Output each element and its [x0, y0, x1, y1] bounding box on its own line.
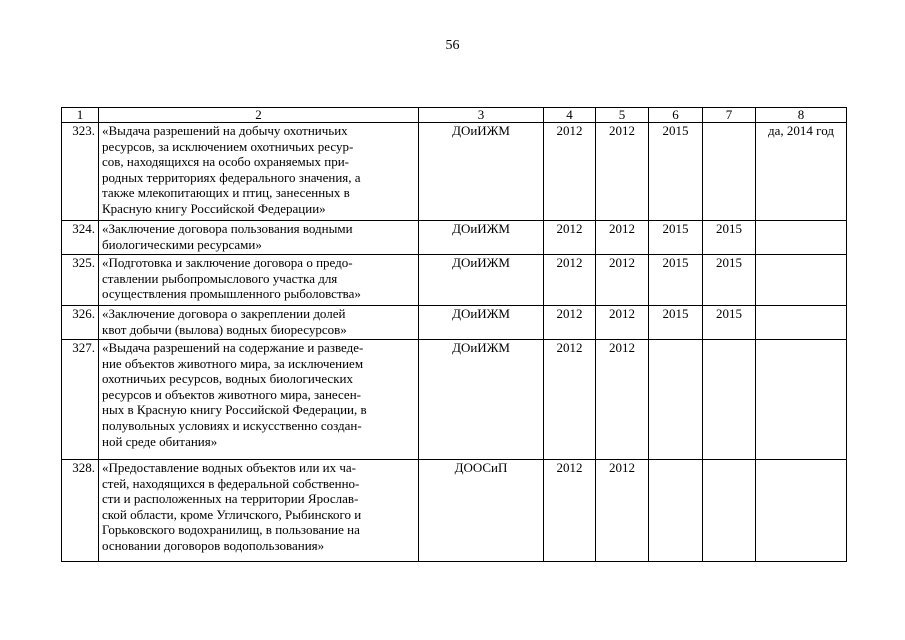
description-line: Красную книгу Российской Федерации»	[102, 200, 326, 216]
description-line: ние объектов животного мира, за исключением	[102, 355, 364, 371]
table-row	[62, 340, 847, 460]
col4-cell: 2012	[544, 460, 596, 562]
row-number: 328.	[62, 460, 99, 562]
col6-cell	[649, 340, 703, 460]
col4-cell: 2012	[544, 340, 596, 460]
row-number: 324.	[62, 221, 99, 255]
description-line: «Заключение договора о закреплении долей	[102, 306, 346, 321]
col7-cell: 2015	[703, 255, 756, 306]
description-line: ставлении рыбопромыслового участка для	[102, 270, 338, 286]
department-cell: ДООСиП	[419, 460, 544, 562]
col7-cell	[703, 123, 756, 221]
description-line: ресурсов, за исключением охотничьих ресур-	[102, 138, 354, 154]
col6-cell: 2015	[649, 255, 703, 306]
col-header-8: 8	[756, 108, 847, 123]
col-header-1: 1	[62, 108, 99, 123]
col-header-4: 4	[544, 108, 596, 123]
row-number: 326.	[62, 306, 99, 340]
description-line: также млекопитающих и птиц, занесенных в	[102, 185, 350, 201]
services-table	[61, 107, 847, 562]
department-cell: ДОиИЖМ	[419, 123, 544, 221]
col8-cell: да, 2014 год	[756, 123, 847, 221]
col6-cell: 2015	[649, 306, 703, 340]
description-line: сти и расположенных на территории Ярослав-	[102, 491, 359, 507]
description-line: «Выдача разрешений на добычу охотничьих	[102, 123, 348, 138]
description-line: сов, находящихся на особо охраняемых при-	[102, 154, 349, 170]
description-line: ской области, кроме Угличского, Рыбинского и	[102, 506, 362, 522]
department-cell: ДОиИЖМ	[419, 221, 544, 255]
col8-cell	[756, 221, 847, 255]
page-number: 56	[445, 38, 460, 53]
col5-cell: 2012	[596, 221, 649, 255]
description-line: осуществления промышленного рыболовства»	[102, 286, 361, 302]
description-line: полувольных условиях и искусственно создан-	[102, 417, 362, 433]
col5-cell: 2012	[596, 306, 649, 340]
description-line: ресурсов и объектов животного мира, занесен-	[102, 386, 361, 402]
description-line: ной среде обитания»	[102, 433, 218, 449]
table-row	[62, 123, 847, 221]
col-header-7: 7	[703, 108, 756, 123]
col4-cell: 2012	[544, 123, 596, 221]
department-cell: ДОиИЖМ	[419, 255, 544, 306]
col6-cell	[649, 460, 703, 562]
col4-cell: 2012	[544, 255, 596, 306]
service-description	[99, 306, 419, 340]
col5-cell: 2012	[596, 123, 649, 221]
description-line: стей, находящихся в федеральной собственно-	[102, 475, 360, 491]
col5-cell: 2012	[596, 255, 649, 306]
description-line: «Заключение договора пользования водными	[102, 221, 353, 236]
description-line: квот добычи (вылова) водных биоресурсов»	[102, 321, 347, 337]
col7-cell: 2015	[703, 306, 756, 340]
service-description	[99, 255, 419, 306]
description-line: родных территориях федерального значения, а	[102, 169, 361, 185]
row-number: 325.	[62, 255, 99, 306]
description-line: охотничьих ресурсов, водных биологических	[102, 371, 353, 387]
col8-cell	[756, 255, 847, 306]
col6-cell: 2015	[649, 123, 703, 221]
col7-cell: 2015	[703, 221, 756, 255]
table-row	[62, 221, 847, 255]
col5-cell: 2012	[596, 460, 649, 562]
col-header-2: 2	[99, 108, 419, 123]
col8-cell	[756, 306, 847, 340]
description-line: «Подготовка и заключение договора о предо-	[102, 255, 353, 270]
service-description	[99, 123, 419, 221]
col7-cell	[703, 340, 756, 460]
col4-cell: 2012	[544, 221, 596, 255]
col-header-6: 6	[649, 108, 703, 123]
col-header-3: 3	[419, 108, 544, 123]
description-line: Горьковского водохранилищ, в пользование на	[102, 522, 360, 538]
col7-cell	[703, 460, 756, 562]
service-description	[99, 460, 419, 562]
col8-cell	[756, 460, 847, 562]
department-cell: ДОиИЖМ	[419, 340, 544, 460]
table-row	[62, 255, 847, 306]
col4-cell: 2012	[544, 306, 596, 340]
table-row	[62, 460, 847, 562]
department-cell: ДОиИЖМ	[419, 306, 544, 340]
col6-cell: 2015	[649, 221, 703, 255]
description-line: биологическими ресурсами»	[102, 236, 262, 252]
table-row	[62, 306, 847, 340]
table-header-row	[62, 108, 847, 123]
col8-cell	[756, 340, 847, 460]
row-number: 323.	[62, 123, 99, 221]
service-description	[99, 221, 419, 255]
description-line: «Предоставление водных объектов или их ча-	[102, 460, 357, 475]
col5-cell: 2012	[596, 340, 649, 460]
col-header-5: 5	[596, 108, 649, 123]
row-number: 327.	[62, 340, 99, 460]
service-description	[99, 340, 419, 460]
description-line: «Выдача разрешений на содержание и разведе-	[102, 340, 364, 355]
description-line: ных в Красную книгу Российской Федерации, в	[102, 402, 367, 418]
description-line: основании договоров водопользования»	[102, 537, 325, 553]
